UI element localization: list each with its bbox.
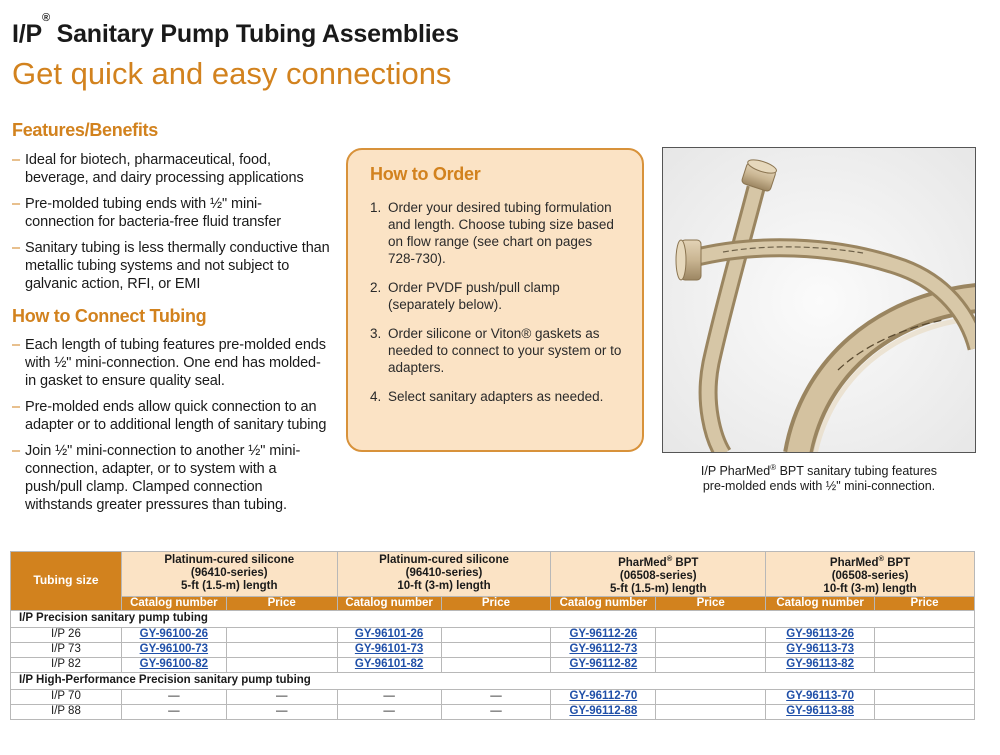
catalog-link[interactable]: GY-96100-26	[139, 628, 209, 641]
tubing-illustration	[663, 148, 976, 453]
catalog-link[interactable]: GY-96100-82	[139, 658, 209, 671]
list-item: – Each length of tubing features pre-molded ends with ½" mini-connection. One end has molded-in gasket to ensure quality seal.	[12, 336, 330, 390]
how-to-order-box	[346, 148, 644, 452]
catalog-header: Catalog number	[766, 596, 875, 610]
table-row	[11, 689, 975, 704]
table-row	[11, 642, 975, 657]
connect-heading: How to Connect Tubing	[12, 306, 207, 326]
price-header: Price	[226, 596, 337, 610]
features-list	[12, 151, 330, 301]
table-row	[11, 704, 975, 719]
order-steps	[370, 199, 622, 405]
size-cell: I/P 82	[11, 657, 122, 672]
catalog-link[interactable]: GY-96112-26	[569, 628, 638, 641]
order-heading: How to Order	[370, 164, 481, 184]
catalog-cell: —	[121, 704, 226, 719]
order-step: 3. Order silicone or Viton® gaskets as needed to connect to your system or to adapters.	[370, 326, 622, 375]
size-cell: I/P 88	[11, 704, 122, 719]
list-item: – Sanitary tubing is less thermally conductive than metallic tubing systems and not subject to galvanic action, RFI, or EMI	[12, 239, 330, 293]
list-item: – Pre-molded ends allow quick connection to an adapter or to additional length of sanitary tubing	[12, 398, 330, 434]
order-step: 2. Order PVDF push/pull clamp (separately below).	[370, 280, 560, 312]
catalog-link[interactable]: GY-96113-26	[786, 628, 854, 641]
page-title: I/P® Sanitary Pump Tubing Assemblies	[12, 11, 459, 48]
catalog-link[interactable]: GY-96101-26	[354, 628, 424, 641]
size-cell: I/P 70	[11, 689, 122, 704]
price-cell: —	[441, 704, 551, 719]
price-cell: —	[441, 689, 551, 704]
catalog-header: Catalog number	[121, 596, 226, 610]
table-row	[11, 657, 975, 672]
catalog-link[interactable]: GY-96113-70	[786, 690, 854, 703]
catalog-cell: —	[121, 689, 226, 704]
catalog-link[interactable]: GY-96112-70	[569, 690, 638, 703]
features-heading: Features/Benefits	[12, 120, 158, 140]
catalog-link[interactable]: GY-96113-88	[786, 705, 854, 718]
catalog-link[interactable]: GY-96112-88	[569, 705, 638, 718]
column-header: PharMed® BPT (06508-series) 10-ft (3-m) length	[766, 552, 975, 597]
catalog-link[interactable]: GY-96101-82	[354, 658, 424, 671]
list-item: – Ideal for biotech, pharmaceutical, food, beverage, and dairy processing applications	[12, 151, 330, 187]
order-step: 4. Select sanitary adapters as needed.	[370, 389, 604, 404]
catalog-link[interactable]: GY-96112-73	[569, 643, 638, 656]
table-group-label: I/P High-Performance Precision sanitary pump tubing	[11, 672, 975, 689]
tubing-size-header: Tubing size	[11, 552, 122, 611]
column-header: Platinum-cured silicone (96410-series) 10-ft (3-m) length	[337, 552, 551, 597]
price-cell: —	[226, 704, 337, 719]
list-item: – Pre-molded tubing ends with ½" mini-connection for bacteria-free fluid transfer	[12, 195, 330, 231]
order-step: 1. Order your desired tubing formulation and length. Choose tubing size based on flow range (see chart on pages 728-730).	[370, 200, 614, 266]
table-group-label: I/P Precision sanitary pump tubing	[11, 610, 975, 627]
size-cell: I/P 73	[11, 642, 122, 657]
photo-caption: I/P PharMed® BPT sanitary tubing features pre-molded ends with ½" mini-connection.	[700, 463, 938, 494]
list-item: – Join ½" mini-connection to another ½" mini-connection, adapter, or to system with a push/pull clamp. Clamped connection withstands greater pressures than tubing.	[12, 442, 330, 514]
catalog-link[interactable]: GY-96100-73	[139, 643, 209, 656]
price-header: Price	[875, 596, 975, 610]
price-header: Price	[656, 596, 766, 610]
catalog-header: Catalog number	[337, 596, 441, 610]
column-header: Platinum-cured silicone (96410-series) 5-ft (1.5-m) length	[121, 552, 337, 597]
catalog-link[interactable]: GY-96112-82	[569, 658, 638, 671]
page-subtitle: Get quick and easy connections	[12, 56, 452, 91]
catalog-link[interactable]: GY-96113-82	[786, 658, 854, 671]
price-header: Price	[441, 596, 551, 610]
size-cell: I/P 26	[11, 627, 122, 642]
tubing-photo	[662, 147, 976, 453]
price-cell: —	[226, 689, 337, 704]
connect-list	[12, 336, 330, 522]
catalog-link[interactable]: GY-96101-73	[354, 643, 424, 656]
catalog-cell: —	[337, 704, 441, 719]
table-row	[11, 627, 975, 642]
catalog-header: Catalog number	[551, 596, 656, 610]
catalog-cell: —	[337, 689, 441, 704]
column-header: PharMed® BPT (06508-series) 5-ft (1.5-m) length	[551, 552, 766, 597]
product-table	[10, 551, 975, 720]
catalog-link[interactable]: GY-96113-73	[786, 643, 854, 656]
